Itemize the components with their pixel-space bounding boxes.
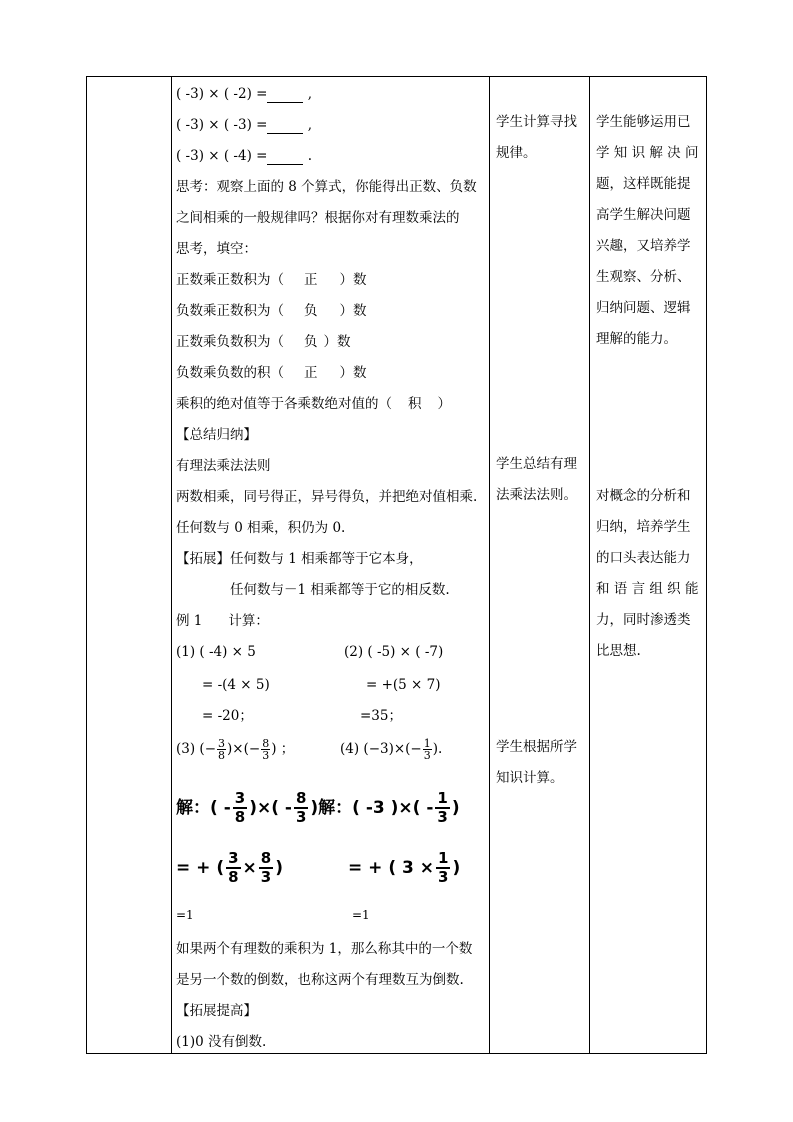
fill-line <box>176 364 367 382</box>
math-text: (−3)×(− <box>363 741 422 757</box>
math-text: )×(− <box>227 741 261 757</box>
rule-line: 两数相乘，同号得正，异号得负，并把绝对值相乘. <box>176 489 478 505</box>
math-text: ) <box>275 858 284 878</box>
numerator: 3 <box>234 789 246 807</box>
math-text: )×( - <box>249 798 292 818</box>
fill-prefix: 乘积的绝对值等于各乘数绝对值的（ <box>176 396 392 412</box>
section-heading: 【拓展提高】 <box>176 1003 257 1019</box>
intent-text: 归纳，培养学生 <box>596 519 691 535</box>
solution-label: 解： <box>318 798 353 818</box>
intent-text: 力，同时渗透类 <box>596 612 691 628</box>
section-heading: 【总结归纳】 <box>176 427 257 443</box>
calc-text: ( -3) × ( -4) = <box>176 148 268 164</box>
problem-3 <box>176 734 294 764</box>
fill-answer: 正 <box>304 365 318 381</box>
rule-line: 任何数与 0 相乘，积仍为 0. <box>176 520 346 536</box>
intent-text: 比思想. <box>596 643 641 659</box>
fill-suffix: ）数 <box>339 303 367 319</box>
denominator: 3 <box>262 749 270 762</box>
student-activity-column <box>490 76 588 1054</box>
math-text: × <box>242 858 257 878</box>
activity-text: 学生根据所学 <box>496 739 577 755</box>
math-text: = + ( 3 × <box>348 858 435 878</box>
problem-2-step: =35； <box>360 708 402 724</box>
numerator: 8 <box>260 849 272 867</box>
intent-text: 题，这样既能提 <box>596 176 691 192</box>
intent-text: 归纳问题、逻辑 <box>596 300 691 316</box>
fraction <box>436 850 450 886</box>
think-line: 之间相乘的一般规律吗？根据你对有理数乘法的 <box>176 210 460 226</box>
problem-2-step: (2) ( -5) × ( -7) <box>344 644 444 660</box>
intent-text: 学生能够运用已 <box>596 114 691 130</box>
fill-answer: 积 <box>408 396 422 412</box>
answer-blank <box>267 150 303 165</box>
solution-line-1 <box>176 788 460 828</box>
math-text: ) <box>451 798 460 818</box>
math-text: ( - <box>210 798 231 818</box>
think-line: 思考：观察上面的 8 个算式，你能得出正数、负数 <box>176 179 477 195</box>
rule-title: 有理法乘法法则 <box>176 458 271 474</box>
intent-block <box>596 107 698 355</box>
fill-prefix: 负数乘正数积为（ <box>176 303 284 319</box>
fill-line <box>176 395 451 413</box>
problem-4 <box>340 734 442 764</box>
problem-label: (4) <box>340 741 360 757</box>
answer-blank <box>267 88 303 103</box>
activity-text: 知识计算。 <box>496 770 564 786</box>
problem-1-step: = -20； <box>202 708 253 724</box>
fill-suffix: ）数 <box>339 272 367 288</box>
calc-text: ( -3) × ( -3) = <box>176 117 268 133</box>
denominator: 8 <box>228 868 239 886</box>
problem-label: (3) <box>176 741 196 757</box>
calc-row <box>176 116 312 134</box>
calc-row <box>176 147 312 165</box>
punct: ； <box>280 741 295 757</box>
intent-text: 高学生解决问题 <box>596 207 691 223</box>
activity-text: 规律。 <box>496 145 537 161</box>
numerator: 3 <box>228 849 239 867</box>
solution-line-2a <box>176 848 283 888</box>
fill-line <box>176 302 367 320</box>
math-text: ). <box>432 741 443 757</box>
empty-column-cell <box>86 76 169 1054</box>
punct: , <box>303 86 313 102</box>
fraction <box>217 738 226 761</box>
numerator: 1 <box>437 789 448 807</box>
denominator: 3 <box>260 868 272 886</box>
example-instruction: 计算： <box>228 613 269 629</box>
reciprocal-line: 是另一个数的倒数，也称这两个有理数互为倒数. <box>176 972 464 988</box>
reciprocal-line: 如果两个有理数的乘积为 1，那么称其中的一个数 <box>176 941 473 957</box>
fraction <box>294 790 308 826</box>
denominator: 8 <box>234 808 246 826</box>
solution-line-2b <box>348 848 460 888</box>
fill-answer: 正 <box>304 272 318 288</box>
intent-text: 的口头表达能力 <box>596 550 691 566</box>
calc-text: ( -3) × ( -2) = <box>176 86 268 102</box>
numerator: 1 <box>423 737 431 750</box>
denominator: 3 <box>437 808 448 826</box>
math-text: ) <box>452 858 461 878</box>
fraction <box>435 790 449 826</box>
activity-text: 法乘法法则。 <box>496 487 577 503</box>
solution-label: 解： <box>176 798 210 818</box>
intent-text: 理解的能力。 <box>596 331 677 347</box>
fill-line <box>176 333 351 351</box>
fraction <box>261 738 270 761</box>
fraction <box>233 790 247 826</box>
teaching-content-column <box>172 76 488 1054</box>
numerator: 8 <box>262 737 270 750</box>
math-text: ) <box>271 741 277 757</box>
think-line: 思考，填空： <box>176 241 257 257</box>
calc-row <box>176 85 312 103</box>
problem-2-step: = +(5 × 7) <box>366 677 441 693</box>
activity-block <box>496 107 577 169</box>
result-b: =1 <box>352 908 370 922</box>
activity-text: 学生计算寻找 <box>496 114 577 130</box>
problem-1-step: = -(4 × 5) <box>202 677 270 693</box>
fill-prefix: 正数乘负数积为（ <box>176 334 284 350</box>
intent-text: 生观察、分析、 <box>596 269 691 285</box>
activity-block <box>496 449 577 511</box>
math-text: (− <box>199 741 217 757</box>
fraction <box>259 850 273 886</box>
activity-text: 学生总结有理 <box>496 456 577 472</box>
math-text: ) <box>310 798 319 818</box>
fill-suffix: ）数 <box>323 334 351 350</box>
punct: , <box>303 117 313 133</box>
denominator: 3 <box>423 749 431 762</box>
example-label <box>176 612 269 630</box>
math-text: = + ( <box>176 858 225 878</box>
fill-line <box>176 271 367 289</box>
fraction <box>423 738 432 761</box>
advanced-line: (1)0 没有倒数. <box>176 1034 267 1050</box>
denominator: 3 <box>295 808 307 826</box>
result-a: =1 <box>176 908 194 922</box>
extension-line: 【拓展】任何数与 1 相乘都等于它本身， <box>176 551 423 567</box>
numerator: 1 <box>438 849 449 867</box>
denominator: 3 <box>438 868 449 886</box>
fill-suffix: ）数 <box>339 365 367 381</box>
fill-suffix: ） <box>437 396 451 412</box>
problem-1-step: (1) ( -4) × 5 <box>176 644 256 660</box>
extension-line: 任何数与－1 相乘都等于它的相反数. <box>230 582 450 598</box>
numerator: 8 <box>295 789 307 807</box>
fill-answer: 负 <box>304 303 318 319</box>
example-number: 例 1 <box>176 613 203 629</box>
intent-block <box>596 481 698 667</box>
design-intent-column <box>590 76 706 1054</box>
denominator: 8 <box>218 749 226 762</box>
math-text: ( -3 )×( - <box>352 798 434 818</box>
fill-prefix: 负数乘负数的积（ <box>176 365 284 381</box>
fraction <box>226 850 240 886</box>
intent-text: 对概念的分析和 <box>596 488 691 504</box>
fill-prefix: 正数乘正数积为（ <box>176 272 284 288</box>
intent-text: 学 知 识 解 决 问 <box>596 145 699 161</box>
numerator: 3 <box>218 737 226 750</box>
intent-text: 和 语 言 组 织 能 <box>596 581 699 597</box>
punct: . <box>303 148 313 164</box>
fill-answer: 负 <box>304 334 318 350</box>
activity-block <box>496 732 577 794</box>
answer-blank <box>267 119 303 134</box>
intent-text: 兴趣，又培养学 <box>596 238 691 254</box>
